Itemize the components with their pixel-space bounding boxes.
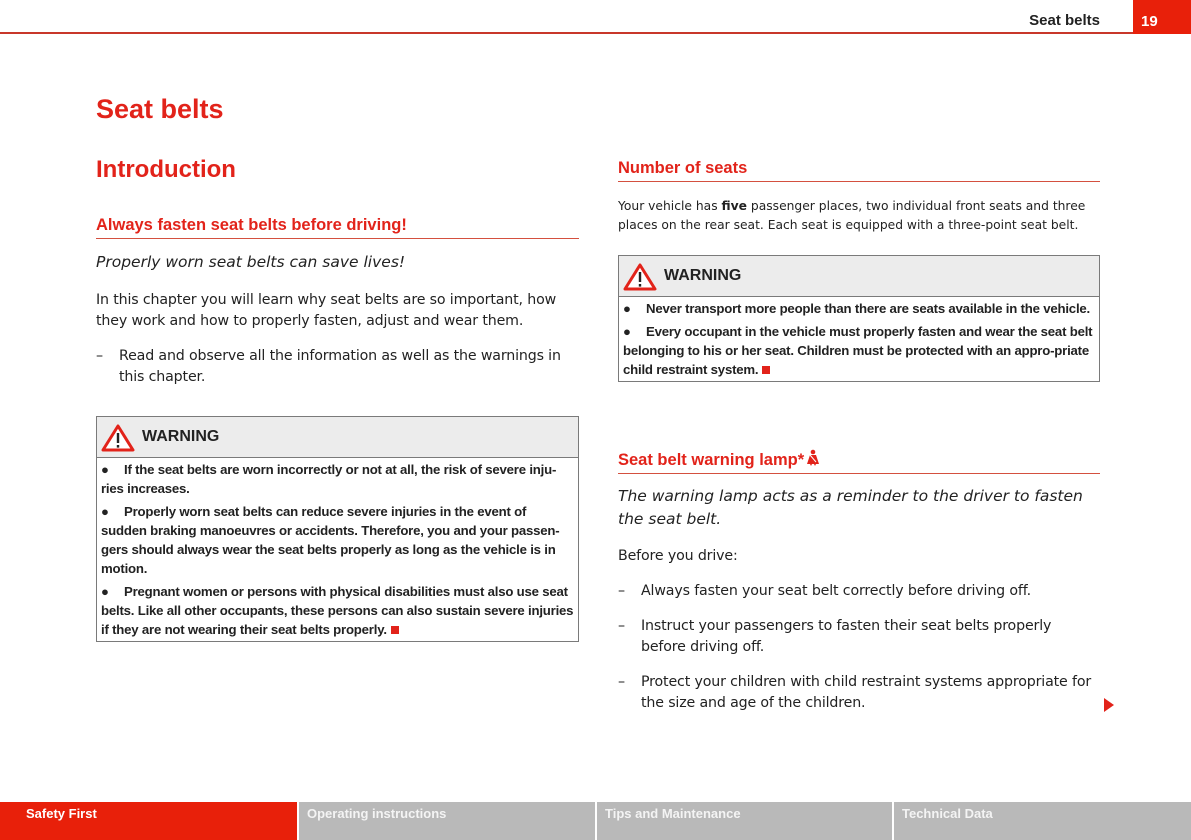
warning-title: WARNING xyxy=(664,267,742,284)
header-rule xyxy=(0,32,1191,34)
dash-marker: – xyxy=(618,583,625,599)
tab-technical-data[interactable]: Technical Data xyxy=(894,802,1191,840)
instruction-item: – Protect your children with child restraint systems appropriate for the size and age of the children. xyxy=(618,674,1092,711)
bullet-icon: ● xyxy=(101,584,109,599)
warning-box xyxy=(96,416,579,642)
bullet-icon: ● xyxy=(623,301,631,316)
page-number: 19 xyxy=(1133,0,1191,34)
warning-item: ● If the seat belts are worn incorrectly or not at all, the risk of severe inju-ries increases. xyxy=(101,462,557,496)
subsection-title: Always fasten seat belts before driving! xyxy=(96,216,579,239)
instruction-text: Read and observe all the information as well as the warnings in this chapter. xyxy=(119,348,561,385)
warning-body xyxy=(619,297,1099,381)
seat-belt-lamp-icon xyxy=(805,449,821,467)
lamp-lead: The warning lamp acts as a reminder to the driver to fasten the seat belt. xyxy=(618,487,1083,528)
intro-paragraph: In this chapter you will learn why seat belts are so important, how they work and how to properly fasten, adjust and wear them. xyxy=(96,292,557,329)
seats-title: Number of seats xyxy=(618,159,1100,182)
warning-triangle-icon xyxy=(100,423,136,453)
tab-safety-first[interactable]: Safety First xyxy=(0,802,297,840)
seats-count: five xyxy=(721,199,747,213)
instruction-item: – Always fasten your seat belt correctly before driving off. xyxy=(618,581,1100,602)
warning-header xyxy=(97,417,578,458)
warning-title: WARNING xyxy=(142,428,220,445)
tab-operating-instructions[interactable]: Operating instructions xyxy=(299,802,595,840)
footer-nav xyxy=(0,802,1191,840)
lamp-title: Seat belt warning lamp* xyxy=(618,449,1100,474)
chapter-title: Seat belts xyxy=(96,94,224,124)
section-title: Introduction xyxy=(96,156,236,183)
warning-item: ● Properly worn seat belts can reduce severe injuries in the event of sudden braking manoeuvres or accidents. Therefore, you and your passen-gers should always wear the seat belts properly as long as the vehicle is in motion. xyxy=(101,504,560,576)
continue-arrow-icon[interactable] xyxy=(1104,698,1114,712)
bullet-icon: ● xyxy=(101,504,109,519)
warning-header xyxy=(619,256,1099,297)
end-of-section-icon xyxy=(391,626,399,634)
before-drive-text: Before you drive: xyxy=(618,548,738,564)
dash-marker: – xyxy=(618,618,625,634)
dash-marker: – xyxy=(618,674,625,690)
tab-tips-and-maintenance[interactable]: Tips and Maintenance xyxy=(597,802,892,840)
warning-box xyxy=(618,255,1100,382)
seats-text: Your vehicle has five passenger places, two individual front seats and three places on the rear seat. Each seat is equipped with a three-point seat belt. xyxy=(618,199,1086,232)
instruction-item xyxy=(96,346,579,388)
warning-item: ● Never transport more people than there are seats available in the vehicle. xyxy=(623,301,1091,316)
dash-marker: – xyxy=(96,348,103,364)
warning-triangle-icon xyxy=(622,262,658,292)
running-title: Seat belts xyxy=(1029,12,1100,29)
bullet-icon: ● xyxy=(623,324,631,339)
bullet-icon: ● xyxy=(101,462,109,477)
instruction-item: – Instruct your passengers to fasten their seat belts properly before driving off. xyxy=(618,618,1052,655)
warning-item: ● Every occupant in the vehicle must properly fasten and wear the seat belt belonging to his or her seat. Children must be protected with an appro-priate child restraint system. xyxy=(623,324,1093,377)
lead-text: Properly worn seat belts can save lives! xyxy=(96,253,406,271)
warning-body xyxy=(97,458,578,641)
end-of-section-icon xyxy=(762,366,770,374)
warning-item: ● Pregnant women or persons with physical disabilities must also use seat belts. Like all other occupants, these persons can also sustain severe injuries if they are not wearing their seat belts properly. xyxy=(101,584,574,637)
